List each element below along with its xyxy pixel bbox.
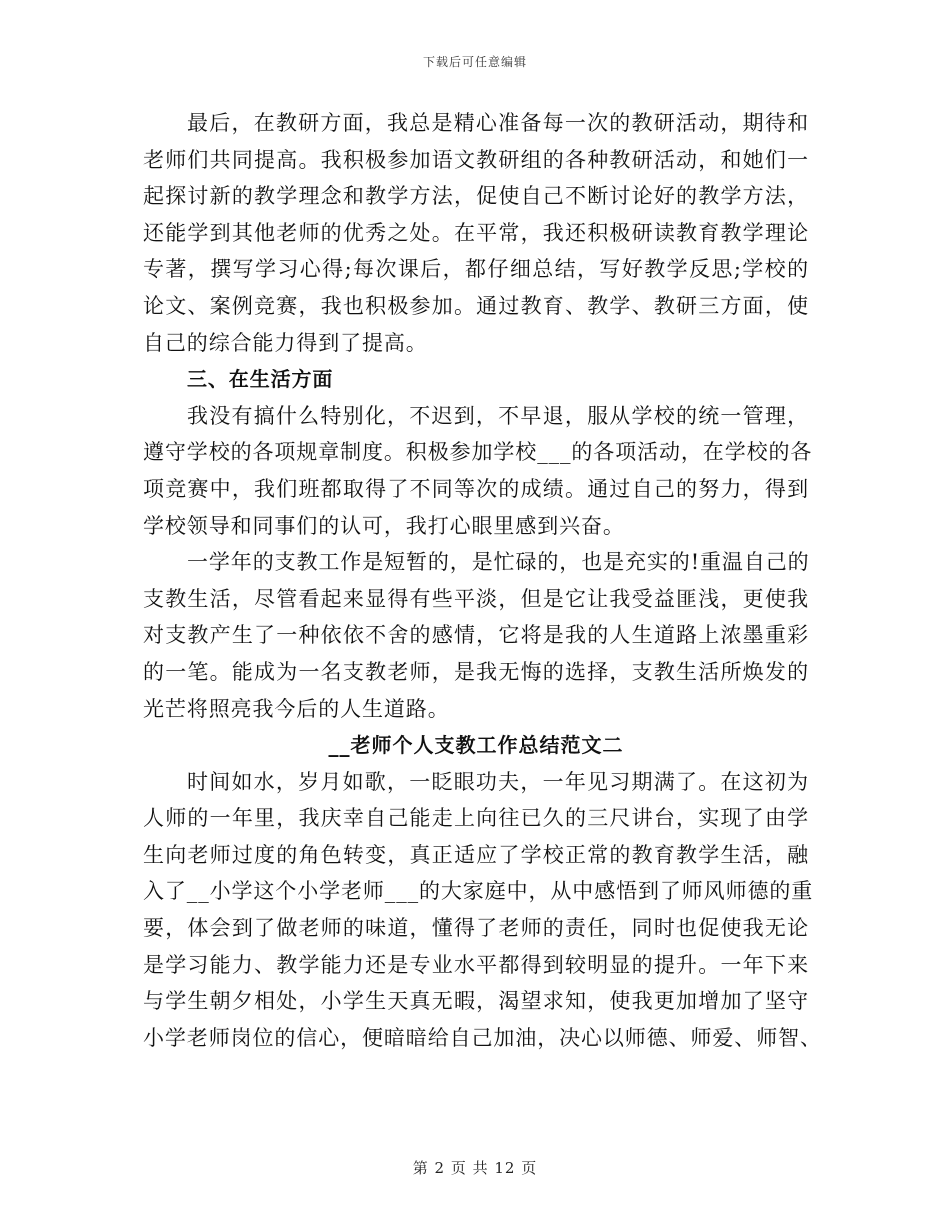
paragraph-line: 项竞赛中，我们班都取得了不同等次的成绩。通过自己的努力，得到 <box>143 476 809 501</box>
paragraph-line: 起探讨新的教学理念和教学方法，促使自己不断讨论好的教学方法， <box>143 184 809 209</box>
paragraph-line: 还能学到其他老师的优秀之处。在平常，我还积极研读教育教学理论 <box>143 220 809 245</box>
paragraph-line: 与学生朝夕相处，小学生天真无暇，渴望求知，使我更加增加了坚守 <box>143 989 809 1014</box>
paragraph-line: 专著，撰写学习心得;每次课后，都仔细总结，写好教学反思;学校的 <box>143 257 809 282</box>
paragraph-intro <box>143 764 822 1057</box>
article-title: __老师个人支教工作总结范文二 <box>328 733 624 758</box>
paragraph-line: 学校领导和同事们的认可，我打心眼里感到兴奋。 <box>143 513 625 538</box>
paragraph-research <box>143 105 809 361</box>
paragraph-line: 论文、案例竞赛，我也积极参加。通过教育、教学、教研三方面，使 <box>143 293 809 318</box>
paragraph-line: 生向老师过度的角色转变，真正适应了学校正常的教育教学生活，融 <box>143 842 809 867</box>
paragraph-summary <box>143 544 809 727</box>
paragraph-line: 一学年的支教工作是短暂的，是忙碌的，也是充实的!重温自己的 <box>187 550 810 575</box>
paragraph-line: 的一笔。能成为一名支教老师，是我无悔的选择，支教生活所焕发的 <box>143 659 809 684</box>
paragraph-line: 支教生活，尽管看起来显得有些平淡，但是它让我受益匪浅，更使我 <box>143 586 809 611</box>
paragraph-line: 小学老师岗位的信心，便暗暗给自己加油，决心以师德、师爱、师智、 <box>143 1025 822 1050</box>
paragraph-line: 遵守学校的各项规章制度。积极参加学校___的各项活动，在学校的各 <box>143 440 813 465</box>
paragraph-line: 最后，在教研方面，我总是精心准备每一次的教研活动，期待和 <box>187 111 809 135</box>
paragraph-line: 我没有搞什么特别化，不迟到，不早退，服从学校的统一管理， <box>187 403 809 428</box>
paragraph-line: 老师们共同提高。我积极参加语文教研组的各种教研活动，和她们一 <box>143 147 809 172</box>
paragraph-line: 对支教产生了一种依依不舍的感情，它将是我的人生道路上浓墨重彩 <box>143 623 809 648</box>
paragraph-life <box>143 398 813 544</box>
document-body <box>143 105 822 1056</box>
paragraph-line: 自己的综合能力得到了提高。 <box>143 330 428 355</box>
page-header-note: 下载后可任意编辑 <box>422 55 527 69</box>
paragraph-line: 人师的一年里，我庆幸自己能走上向往已久的三尺讲台，实现了由学 <box>143 806 809 831</box>
page-number: 第 2 页 共 12 页 <box>412 1159 538 1177</box>
paragraph-line: 时间如水，岁月如歌，一眨眼功夫，一年见习期满了。在这初为 <box>187 769 809 794</box>
paragraph-line: 入了__小学这个小学老师___的大家庭中，从中感悟到了师风师德的重 <box>143 879 814 904</box>
section-heading: 三、在生活方面 <box>187 367 334 392</box>
paragraph-line: 要，体会到了做老师的味道，懂得了老师的责任，同时也促使我无论 <box>143 916 809 941</box>
paragraph-line: 光芒将照亮我今后的人生道路。 <box>143 696 450 721</box>
paragraph-line: 是学习能力、教学能力还是专业水平都得到较明显的提升。一年下来 <box>143 952 809 977</box>
